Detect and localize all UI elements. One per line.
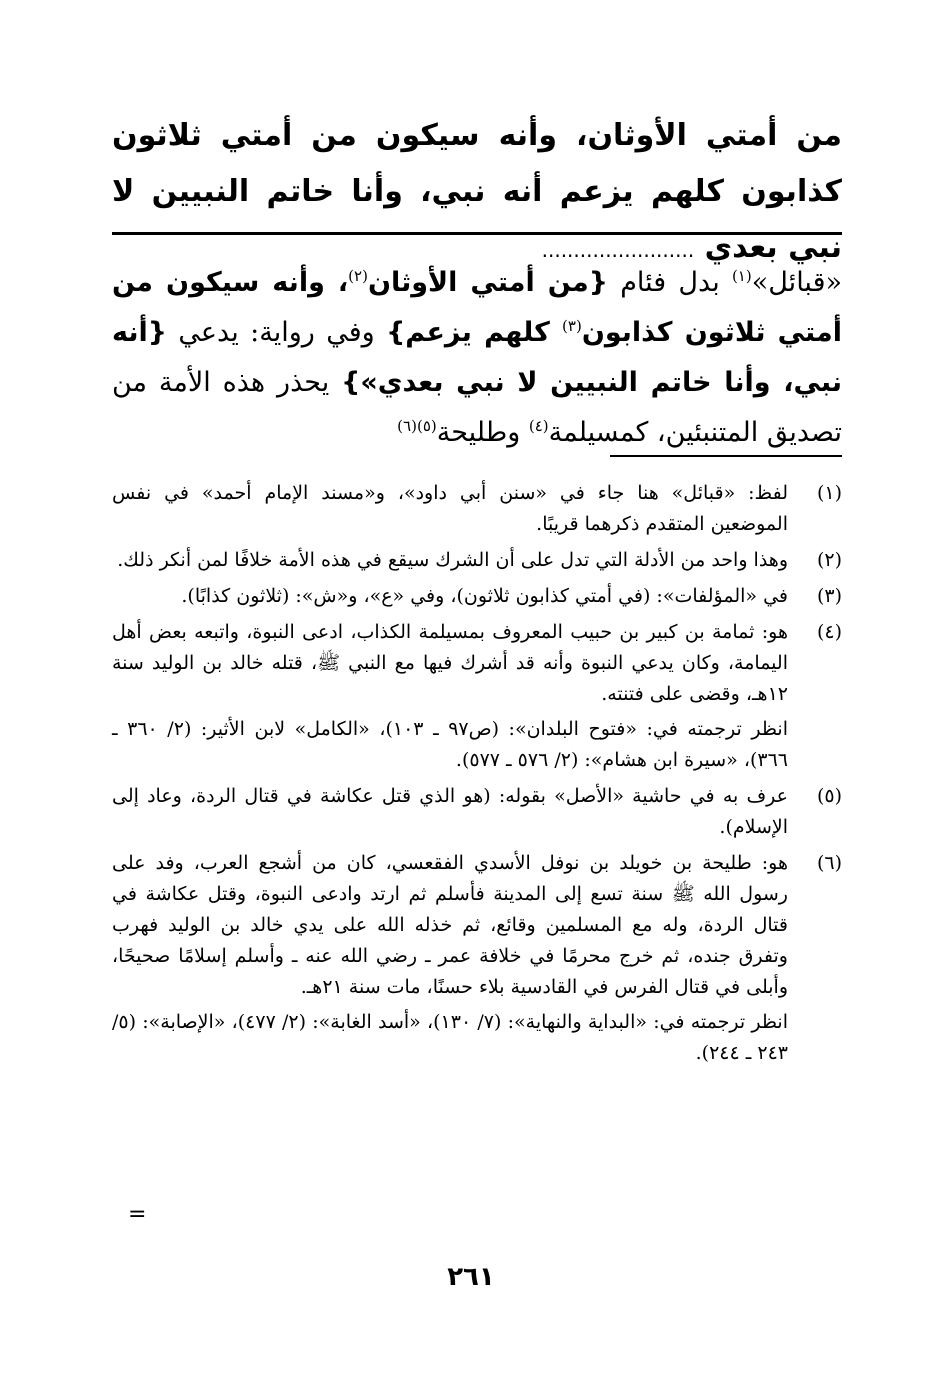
commentary-part3: وفي رواية: يدعي: [167, 317, 387, 348]
footnote-ref-2[interactable]: (٢): [348, 267, 368, 285]
hadith-text: من أمتي الأوثان، وأنه سيكون من أمتي ثلاثون كذابون كلهم يزعم أنه نبي، وأنا خاتم النبيين لا نبي بعدي: [112, 118, 842, 265]
footnote-6: [112, 848, 842, 1069]
footnote-text: في «المؤلفات»: (في أمتي كذابون ثلاثون)، وفي «ع»، و«ش»: (ثلاثون كذابًا).: [181, 585, 788, 607]
footnote-divider: [610, 455, 842, 457]
commentary-bold4: {أنه نبي، وأنا خاتم النبيين لا نبي بعدي»}: [112, 317, 842, 398]
footnote-4: [112, 617, 842, 776]
main-divider: [112, 232, 842, 235]
footnote-ref-4[interactable]: (٤): [528, 417, 549, 435]
footnote-text: هو: طليحة بن خويلد بن نوفل الأسدي الفقعسي، كان من أشجع العرب، وفد على رسول الله ﷺ سنة تسع إلى المدينة فأسلم ثم ارتد وادعى النبوة، وقتل عكاشة في قتال الردة، وله مع المسلمين وقائع، ثم خذله الله على يدي خالد بن الوليد فهرب وتفرق جنده، ثم خرج محرمًا في خلافة عمر ـ رضي الله عنه ـ وأسلم إسلامًا صحيحًا، وأبلى في قتال الفرس في القادسية بلاء حسنًا، مات سنة ٢١هـ.: [112, 852, 788, 998]
footnote-text: لفظ: «قبائل» هنا جاء في «سنن أبي داود»، و«مسند الإمام أحمد» في نفس الموضعين المتقدم ذكرهما قريبًا.: [112, 482, 788, 535]
footnote-number: (٣): [816, 585, 842, 607]
footnote-number: (٦): [816, 852, 842, 874]
footnote-text: عرف به في حاشية «الأصل» بقوله: (هو الذي قتل عكاشة في قتال الردة، وعاد إلى الإسلام).: [112, 785, 788, 838]
commentary-bold1: {من أمتي الأوثان: [367, 267, 608, 298]
footnote-ref-5-6[interactable]: (٥)(٦): [397, 417, 437, 435]
footnote-number: (٥): [816, 785, 842, 807]
footnote-1: [112, 478, 842, 540]
footnote-text: وهذا واحد من الأدلة التي تدل على أن الشرك سيقع في هذه الأمة خلافًا لمن أنكر ذلك.: [117, 549, 788, 571]
footnote-5: [112, 781, 842, 843]
footnote-ref-3[interactable]: (٣): [562, 317, 582, 335]
footnote-3: [112, 581, 842, 612]
commentary-bold3: كلهم يزعم}: [386, 317, 563, 348]
footnote-source: انظر ترجمته في: «فتوح البلدان»: (ص٩٧ ـ ١٠٣)، «الكامل» لابن الأثير: (٢/ ٣٦٠ ـ ٣٦٦)، «سيرة ابن هشام»: (٢/ ٥٧٦ ـ ٥٧٧).: [112, 718, 788, 771]
commentary-bold2: ، وأنه سيكون من أمتي ثلاثون كذابون: [112, 267, 842, 348]
footnote-number: (٤): [816, 621, 842, 643]
commentary-part4: يحذر هذه الأمة من تصديق المتنبئين، كمسيلمة: [112, 367, 842, 448]
footnote-number: (٢): [816, 549, 842, 571]
commentary-paragraph: [112, 258, 842, 458]
commentary-part2: بدل فئام: [608, 267, 732, 298]
footnotes-list: [112, 478, 842, 1074]
footnote-source: انظر ترجمته في: «البداية والنهاية»: (٧/ ١٣٠)، «أسد الغابة»: (٢/ ٤٧٧)، «الإصابة»: (٥/ ٢٤٣ ـ ٢٤٤).: [112, 1011, 788, 1064]
continuation-mark: =: [128, 1202, 147, 1227]
footnote-ref-1[interactable]: (١): [731, 267, 752, 285]
footnote-2: [112, 545, 842, 576]
footnote-text: هو: ثمامة بن كبير بن حبيب المعروف بمسيلمة الكذاب، ادعى النبوة، واتبعه بعض أهل اليمامة، وكان يدعي النبوة وأنه قد أشرك فيها مع النبي ﷺ، قتله خالد بن الوليد سنة ١٢هـ، وقضى على فتنته.: [112, 621, 788, 705]
commentary-part5: وطليحة: [436, 417, 529, 448]
hadith-text-block: [112, 108, 842, 278]
page-number: ٢٦١: [447, 1262, 495, 1292]
commentary-part1: «قبائل»: [751, 267, 842, 298]
footnote-number: (١): [816, 482, 842, 504]
hadith-dots: ........................: [541, 238, 695, 262]
